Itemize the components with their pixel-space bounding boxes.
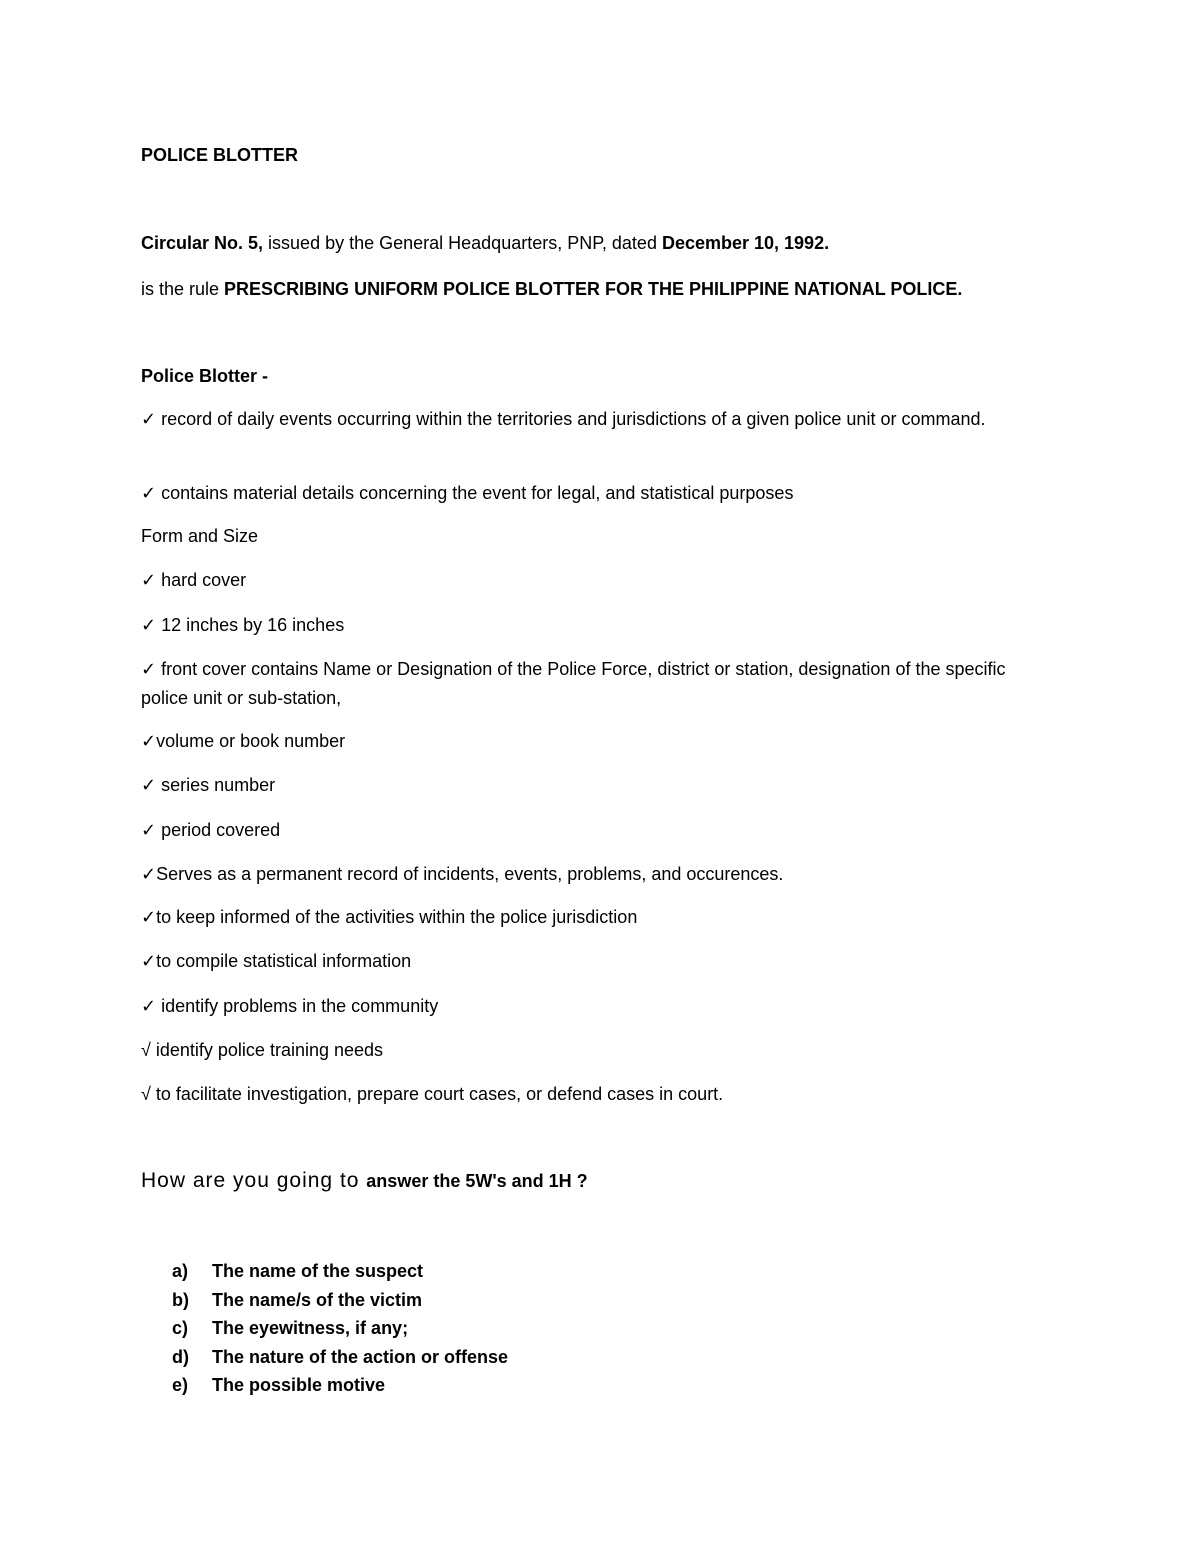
list-item-text: The possible motive xyxy=(212,1375,386,1396)
rule-line xyxy=(141,275,1041,304)
list-item-text: The eyewitness, if any; xyxy=(212,1318,409,1339)
definition-item: ✓ record of daily events occurring within the territories and jurisdictions of a given police unit or command. xyxy=(141,409,986,429)
list-marker: d) xyxy=(172,1346,189,1367)
list-marker: c) xyxy=(172,1318,189,1339)
form-item: √ to facilitate investigation, prepare court cases, or defend cases in court. xyxy=(141,1084,724,1104)
form-item: ✓ period covered xyxy=(141,820,281,840)
list-item xyxy=(172,1257,508,1286)
form-item: ✓ 12 inches by 16 inches xyxy=(141,615,345,635)
list-item xyxy=(172,1371,508,1400)
list-item xyxy=(172,1286,508,1315)
form-item: ✓ series number xyxy=(141,775,276,795)
question-lead: How are you going to xyxy=(141,1169,367,1192)
question-rest: answer the 5W's and 1H ? xyxy=(366,1171,588,1191)
list-item-text: The nature of the action or offense xyxy=(212,1346,509,1367)
circular-text: issued by the General Headquarters, PNP, dated xyxy=(263,233,662,253)
form-item: ✓ front cover contains Name or Designation of the Police Force, district or station, designation of the specific police unit or sub-station, xyxy=(141,659,1006,708)
list-marker: a) xyxy=(172,1261,189,1281)
rule-prefix: is the rule xyxy=(141,279,225,299)
form-item: √ identify police training needs xyxy=(141,1040,384,1060)
circular-date: December 10, 1992. xyxy=(661,233,830,253)
form-item: ✓volume or book number xyxy=(141,731,346,751)
circular-label: Circular No. 5, xyxy=(141,233,264,253)
list-marker: b) xyxy=(172,1289,189,1310)
question-heading xyxy=(141,1169,588,1193)
form-item: ✓to keep informed of the activities within the police jurisdiction xyxy=(141,907,638,927)
form-item: ✓ hard cover xyxy=(141,570,247,590)
list-item-text: The name of the suspect xyxy=(212,1261,424,1281)
list-item-text: The name/s of the victim xyxy=(212,1289,423,1310)
definition-item: ✓ contains material details concerning the event for legal, and statistical purposes xyxy=(141,483,794,503)
circular-line xyxy=(141,229,1041,258)
form-item: ✓ identify problems in the community xyxy=(141,996,439,1016)
list-item xyxy=(172,1343,508,1372)
answers-list xyxy=(172,1257,508,1400)
definition-heading: Police Blotter - xyxy=(141,366,269,386)
document-title: POLICE BLOTTER xyxy=(141,145,298,165)
form-heading: Form and Size xyxy=(141,526,259,546)
list-marker: e) xyxy=(172,1375,189,1396)
form-item: ✓to compile statistical information xyxy=(141,951,412,971)
rule-emphasis: PRESCRIBING UNIFORM POLICE BLOTTER FOR THE PHILIPPINE NATIONAL POLICE. xyxy=(224,279,963,299)
form-item: ✓Serves as a permanent record of incidents, events, problems, and occurences. xyxy=(141,864,784,884)
list-item xyxy=(172,1314,508,1343)
